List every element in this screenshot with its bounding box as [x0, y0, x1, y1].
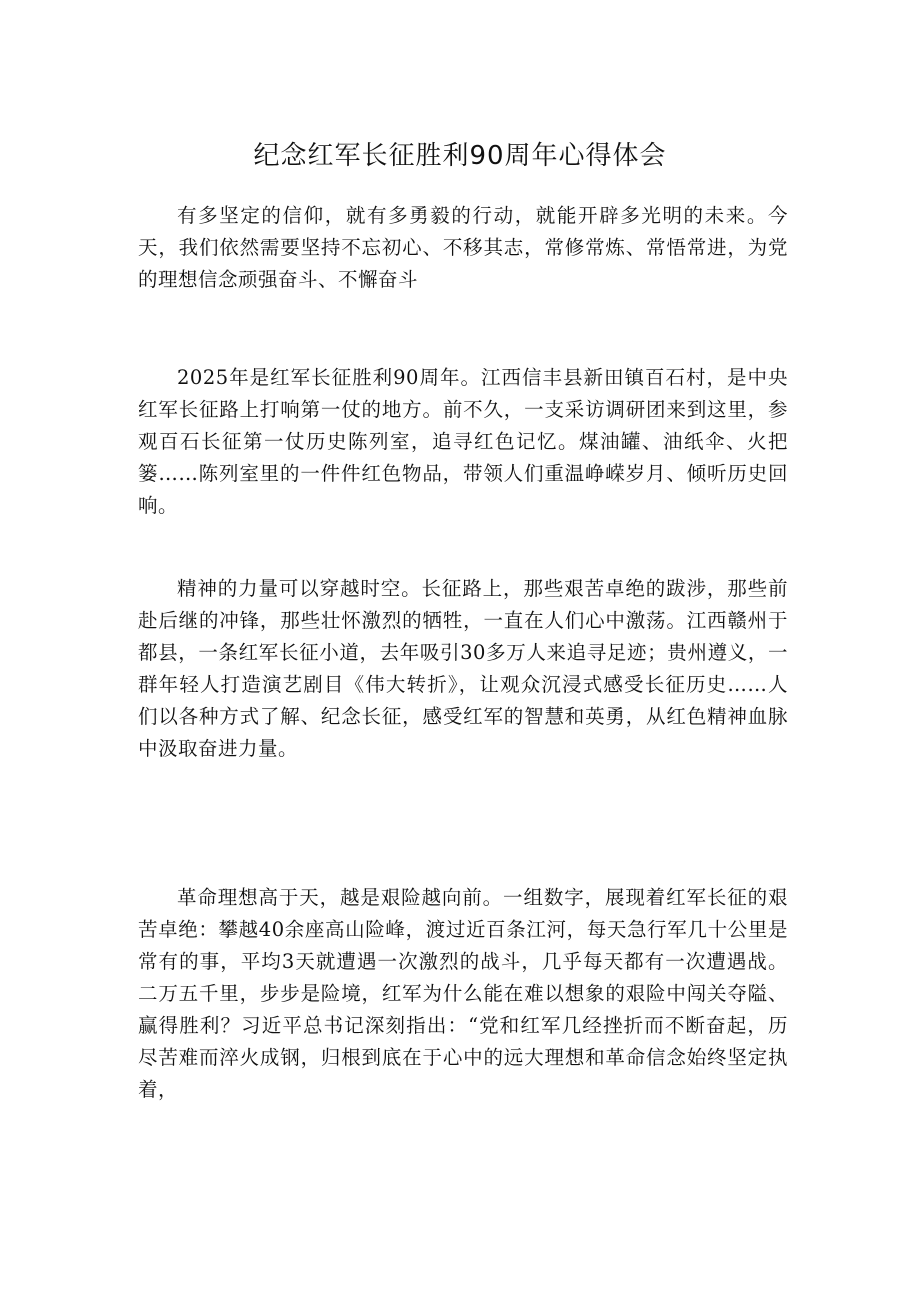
paragraph-intro: 有多坚定的信仰，就有多勇毅的行动，就能开辟多光明的未来。今天，我们依然需要坚持不忘初心、不移其志，常修常炼、常悟常进，为党的理想信念顽强奋斗、不懈奋斗: [138, 204, 788, 291]
paragraph-baishi-village: 2025年是红军长征胜利90周年。江西信丰县新田镇百石村，是中央红军长征路上打响第一仗的地方。前不久，一支采访调研团来到这里，参观百石长征第一仗历史陈列室，追寻红色记忆。煤油罐、油纸伞、火把篓……陈列室里的一件件红色物品，带领人们重温峥嵘岁月、倾听历史回响。: [138, 366, 788, 517]
paragraph-revolutionary-ideals: 革命理想高于天，越是艰险越向前。一组数字，展现着红军长征的艰苦卓绝：攀越40余座高山险峰，渡过近百条江河，每天急行军几十公里是常有的事，平均3天就遭遇一次激烈的战斗，几乎每天都有一次遭遇战。二万五千里，步步是险境，红军为什么能在难以想象的艰险中闯关夺隘、赢得胜利？习近平总书记深刻指出：“党和红军几经挫折而不断奋起，历尽苦难而淬火成钢，归根到底在于心中的远大理想和革命信念始终坚定执着，: [138, 886, 788, 1101]
document-title: 纪念红军长征胜利90周年心得体会: [253, 141, 667, 171]
paragraph-spirit-power: 精神的力量可以穿越时空。长征路上，那些艰苦卓绝的跋涉，那些前赴后继的冲锋，那些壮怀激烈的牺牲，一直在人们心中激荡。江西赣州于都县，一条红军长征小道，去年吸引30多万人来追寻足迹；贵州遵义，一群年轻人打造演艺剧目《伟大转折》，让观众沉浸式感受长征历史……人们以各种方式了解、纪念长征，感受红军的智慧和英勇，从红色精神血脉中汲取奋进力量。: [138, 577, 788, 760]
